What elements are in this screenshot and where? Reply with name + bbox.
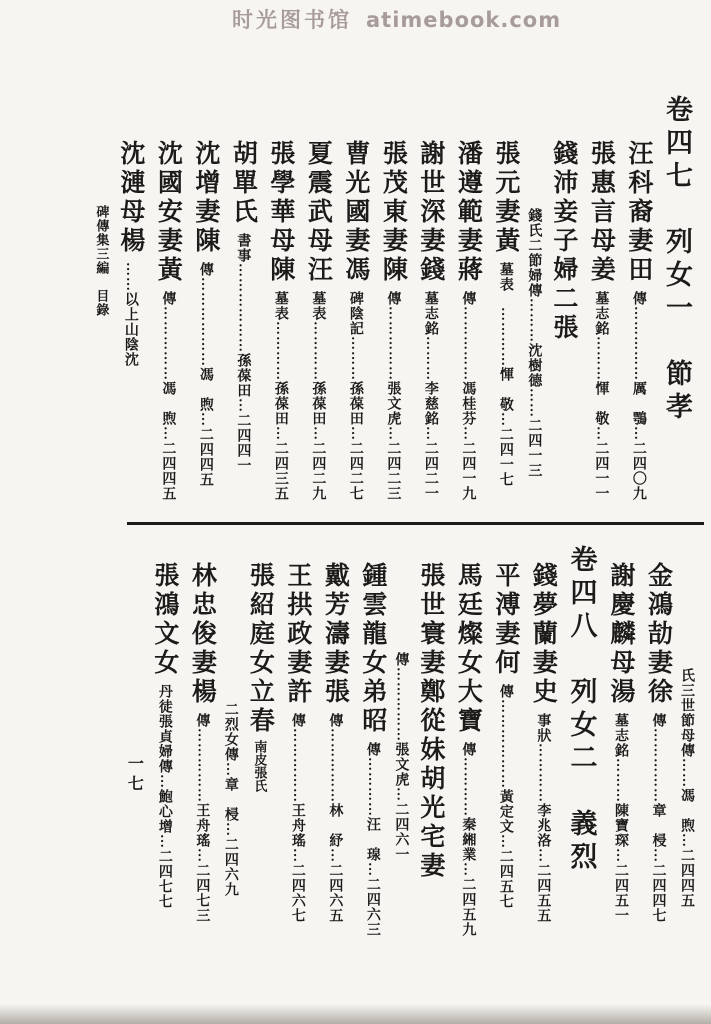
entry-title: 張學華母陳: [266, 140, 294, 285]
toc-entry: [243, 540, 277, 942]
entry-title: 張鴻文女: [150, 562, 178, 678]
entry-annotation: 墓表…………孫葆田…二四三五: [272, 291, 288, 501]
page-number: 一七: [125, 755, 143, 795]
entry-title-suffix: 南皮張氏: [252, 740, 268, 792]
entry-annotation: 墓表 …………惲 敬…二四一七: [497, 262, 513, 487]
entry-annotation-column: 傳……………張文虎…二四六一: [393, 652, 409, 862]
toc-entry: [526, 540, 560, 942]
toc-entry: [338, 90, 372, 522]
entry-annotation-column: 錢氏二節婦傳………沈樹德……二四一三: [526, 208, 542, 478]
entry-title: 張紹庭女立春: [246, 562, 274, 736]
toc-entry: [151, 90, 185, 522]
entry-title: 張茂東妻陳: [379, 140, 407, 285]
entry-title: 平溥妻何: [491, 562, 519, 678]
toc-entry: [584, 90, 618, 522]
toc-entry: [147, 540, 181, 942]
toc-entry: [280, 540, 314, 942]
toc-entry: [413, 90, 447, 522]
entry-title: 曹光國妻馮: [341, 140, 369, 285]
section-divider-rule: [127, 522, 704, 525]
toc-entry: [451, 90, 485, 522]
toc-entry: [318, 540, 352, 942]
entry-annotation: 傳……………王舟瑤…二四六七: [289, 713, 305, 923]
toc-entry: [188, 90, 222, 522]
entry-title: 沈增妻陳: [191, 140, 219, 256]
entry-title: 馬廷燦女大寶: [454, 562, 482, 736]
toc-entry: [546, 90, 580, 522]
toc-entry: [641, 540, 675, 942]
toc-entry: [301, 90, 335, 522]
entry-annotation: 傳……………厲 鶚…二四〇九: [630, 291, 646, 501]
entry-annotation: 碑陰記………孫葆田…二四二七: [347, 291, 363, 501]
entry-annotation: 傳……………張文虎…二四二三: [385, 291, 401, 501]
entry-title: 汪科裔妻田: [624, 140, 652, 285]
toc-entry: [488, 90, 522, 522]
entry-annotation: 事狀…………李兆洛…二四五五: [535, 713, 551, 923]
entry-annotation: 傳………………馮 煦…二四四五: [197, 262, 213, 487]
entry-title: 張世寰妻鄭從妹胡光宅妻: [416, 562, 444, 881]
entry-annotation: 傳………………黃定文…二四五七: [497, 684, 513, 909]
entry-annotation: 墓志銘………李慈銘…二四二一: [422, 291, 438, 501]
entry-title: 錢夢蘭妻史: [529, 562, 557, 707]
entry-title: 謝慶麟母湯: [607, 562, 634, 707]
entry-annotation: 傳…………汪 瑔…二四六三: [364, 742, 380, 937]
entry-annotation: 傳……………馮 煦…二四四五: [160, 291, 176, 501]
entry-annotation: 墓志銘………陳寶琛…二四五一: [613, 713, 628, 923]
toc-entry: [413, 540, 447, 942]
entry-title: 金鴻劼妻徐: [644, 562, 672, 707]
entry-annotation: 傳……………林 紓…二四六五: [327, 713, 343, 923]
volume-header-48: 卷四八 列女二 義烈: [566, 545, 597, 875]
entry-title: 謝世深妻錢: [416, 140, 444, 285]
toc-entry: [185, 540, 219, 942]
continuation-annotation-column: 氏三世節母傳……馮 煦…二四四五: [679, 668, 694, 908]
toc-entry: [355, 540, 389, 942]
entry-annotation: 墓表…………孫葆田…二四二九: [310, 291, 326, 501]
entry-title: 錢沛妾子婦二張: [549, 140, 577, 343]
toc-entry: [113, 90, 147, 522]
toc-section-juan-47: [0, 90, 711, 522]
entry-title: 張惠言母姜: [587, 140, 615, 285]
entry-title: 王拱政妻許: [283, 562, 311, 707]
entry-annotation: 傳……………章 梫…二四四七: [650, 713, 666, 923]
entry-annotation: 丹徒張貞婦傳…鮑心增…二四七七: [156, 684, 172, 909]
entry-annotation: 傳…………秦緗業…二四五九: [460, 742, 476, 937]
toc-entry: [376, 90, 410, 522]
toc-section-juan-48: [0, 540, 711, 942]
watermark: [232, 4, 561, 34]
entry-annotation: 傳……………馮桂芬…二四一九: [460, 291, 476, 501]
entry-title: 沈國安妻黃: [154, 140, 182, 285]
margin-book-title: 碑傳集三編 目錄: [94, 205, 110, 317]
toc-entry: [451, 540, 485, 942]
entry-title: 林忠俊妻楊: [188, 562, 216, 707]
entry-annotation: 墓志銘………惲 敬…二四一一: [593, 291, 609, 501]
entry-title: 胡單氏: [229, 140, 257, 227]
entry-title: 沈漣母楊: [116, 140, 144, 256]
toc-entry: [263, 90, 297, 522]
entry-title: 張元妻黃: [491, 140, 519, 256]
entry-title: 鍾雲龍女弟昭: [358, 562, 386, 736]
watermark-site-name: 时光图书馆: [232, 8, 352, 32]
entry-title: 潘遵範妻蔣: [454, 140, 482, 285]
volume-header-47: 卷四七 列女一 節孝: [662, 95, 692, 425]
entry-title: 夏震武母汪: [304, 140, 332, 285]
entry-annotation: 傳……………王舟瑤…二四七三: [194, 713, 210, 923]
entry-annotation-column: 二烈女傳…章 梫…二四六九: [222, 702, 238, 897]
toc-entry: [488, 540, 522, 942]
entry-annotation: ……以上山陰沈: [122, 262, 138, 367]
entry-title: 戴芳濤妻張: [321, 562, 349, 707]
watermark-site-url: atimebook.com: [366, 8, 562, 32]
toc-entry: [604, 540, 638, 942]
scan-bottom-edge: [0, 1004, 711, 1024]
entry-annotation: 書事………………孫葆田…二四四一: [235, 233, 251, 473]
toc-entry: [621, 90, 655, 522]
toc-entry: [226, 90, 260, 522]
